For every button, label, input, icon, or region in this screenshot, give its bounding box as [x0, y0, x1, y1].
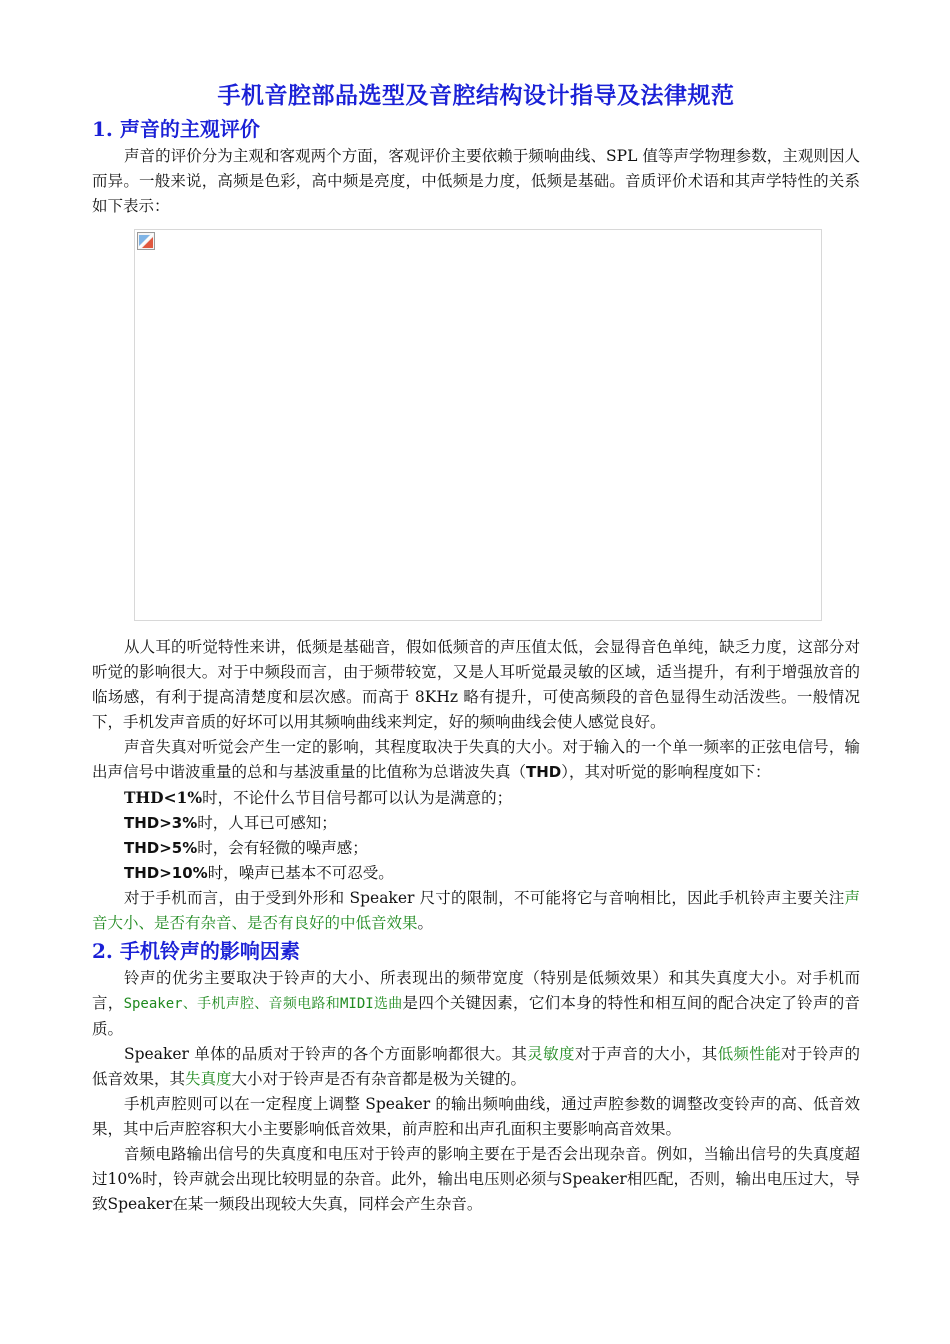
thd-description: 时，不论什么节目信号都可以认为是满意的；: [202, 789, 513, 807]
thd-item: [92, 811, 860, 836]
section-1-intro: 声音的评价分为主观和客观两个方面，客观评价主要依赖于频响曲线、SPL 值等声学物理参数，主观则因人而异。一般来说，高频是色彩，高中频是亮度，中低频是力度，低频是基础。音质评价术语和其声学特性的关系如下表示：: [92, 147, 860, 215]
highlighted-phrase: Speaker、手机声腔、音频电路和MIDI选曲: [123, 996, 403, 1012]
section-2-paragraph-2: [92, 1042, 860, 1092]
section-1-paragraph-2: 从人耳的听觉特性来讲，低频是基础音，假如低频音的声压值太低，会显得音色单纯，缺乏力度，这部分对听觉的影响很大。对于中频段而言，由于频带较宽，又是人耳听觉最灵敏的区域，适当提升，有利于增强放音的临场感，有利于提高清楚度和层次感。而高于 8KHz 略有提升，可使高频段的音色显得生动活泼些。一般情况下，手机发声音质的好坏可以用其频响曲线来判定，好的频响曲线会使人感觉良好。: [92, 638, 860, 731]
paragraph-text-end: 是四个关键因素，它们本身的特性和相互间的配合决定了铃声的音质。: [92, 994, 860, 1038]
thd-item: [92, 861, 860, 886]
document-page: [92, 78, 860, 1217]
thd-description: 时，会有轻微的噪声感；: [197, 839, 368, 857]
section-2-paragraph-4: 音频电路输出信号的失真度和电压对于铃声的影响主要在于是否会出现杂音。例如，当输出信号的失真度超过10%时，铃声就会出现比较明显的杂音。此外，输出电压则必须与Speaker相匹配，否则，输出电压过大，导致Speaker在某一频段出现较大失真，同样会产生杂音。: [92, 1145, 860, 1213]
thd-term: THD: [526, 763, 562, 781]
highlighted-phrase: 声音大小、是否有杂音、是否有良好的中低音效果: [92, 889, 860, 932]
section-2-paragraph-1: [92, 966, 860, 1042]
section-1-heading: 1. 声音的主观评价: [92, 117, 260, 141]
thd-description: 时，噪声已基本不可忍受。: [207, 864, 394, 882]
section-1-paragraph-4: [92, 886, 860, 936]
thd-value: THD>10%: [124, 864, 208, 882]
thd-intro-text-end: ），其对听觉的影响程度如下：: [561, 763, 771, 781]
thd-description: 时，人耳已可感知；: [197, 814, 337, 832]
broken-image-icon: [137, 232, 155, 250]
thd-item: [92, 836, 860, 861]
paragraph-text: 对于手机而言，由于受到外形和 Speaker 尺寸的限制，不可能将它与音响相比，因此手机铃声主要关注: [124, 889, 845, 907]
paragraph-text: 对于声音的大小，其: [574, 1045, 718, 1063]
thd-value: THD<1%: [124, 788, 203, 807]
section-2-heading: 2. 手机铃声的影响因素: [92, 939, 300, 963]
document-title: 手机音腔部品选型及音腔结构设计指导及法律规范: [217, 82, 735, 109]
paragraph-text: 对于铃声的低音效果，其: [92, 1045, 860, 1088]
paragraph-text-end: 。: [417, 914, 434, 932]
thd-intro-text: 声音失真对听觉会产生一定的影响，其程度取决于失真的大小。对于输入的一个单一频率的正弦电信号，输出声信号中谐波重量的总和与基波重量的比值称为总谐波失真（: [92, 738, 860, 781]
paragraph-text: Speaker 单体的品质对于铃声的各个方面影响都很大。其: [124, 1045, 528, 1063]
highlighted-distortion: 失真度: [185, 1070, 232, 1088]
paragraph-text-end: 大小对于铃声是否有杂音都是极为关键的。: [231, 1070, 527, 1088]
highlighted-low-frequency: 低频性能: [717, 1045, 782, 1063]
thd-value: THD>5%: [124, 839, 198, 857]
thd-item: [92, 785, 860, 811]
missing-figure-frame: [134, 229, 822, 621]
thd-value: THD>3%: [124, 814, 198, 832]
highlighted-sensitivity: 灵敏度: [527, 1045, 575, 1063]
section-1-paragraph-3: [92, 735, 860, 785]
paragraph-text: 铃声的优劣主要取决于铃声的大小、所表现出的频带宽度（特别是低频效果）和其失真度大小。对手机而言，: [92, 969, 860, 1012]
section-2-paragraph-3: 手机声腔则可以在一定程度上调整 Speaker 的输出频响曲线，通过声腔参数的调整改变铃声的高、低音效果，其中后声腔容积大小主要影响低音效果，前声腔和出声孔面积主要影响高音效果。: [92, 1095, 860, 1138]
